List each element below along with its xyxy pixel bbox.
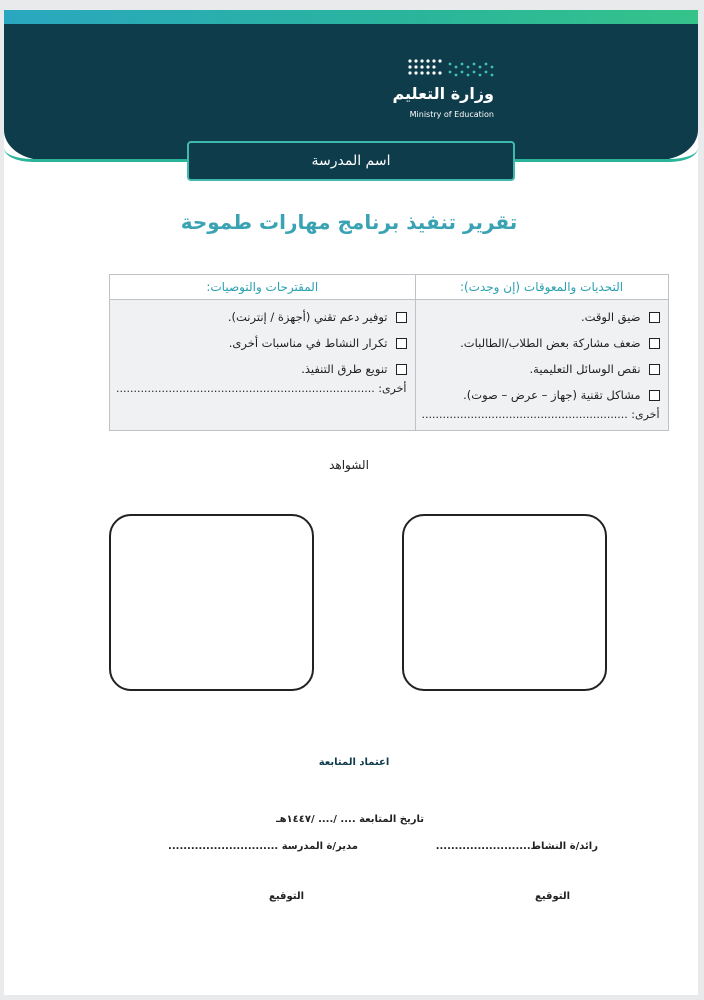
challenges-cell (415, 300, 668, 431)
checkbox-label: تكرار النشاط في مناسبات أخرى. (228, 336, 388, 350)
checkbox-label: مشاكل تقنية (جهاز – عرض – صوت). (463, 388, 641, 402)
follow-up-date: تاريخ المتابعة .... /.... /١٤٤٧هـ (276, 814, 424, 825)
challenges-header: التحديات والمعوقات (إن وجدت): (415, 275, 668, 300)
checkbox-label: ضعف مشاركة بعض الطلاب/الطالبات. (460, 336, 641, 350)
document-page (4, 10, 698, 995)
ministry-name-english: Ministry of Education (409, 110, 494, 119)
signature-label-right: التوقيع (535, 891, 570, 902)
suggestions-cell (110, 300, 416, 431)
ministry-logo-dots-icon (406, 56, 496, 82)
evidence-box-right[interactable] (402, 514, 607, 691)
checkbox-row[interactable] (422, 304, 660, 330)
checkbox-row[interactable] (116, 356, 407, 382)
school-name-label: اسم المدرسة (311, 153, 391, 169)
header-banner (4, 10, 698, 160)
checkbox-row[interactable] (116, 304, 407, 330)
school-principal-line: مدير/ة المدرسة ............................. (168, 841, 358, 852)
checkbox[interactable] (396, 364, 407, 375)
report-title: تقرير تنفيذ برنامج مهارات طموحة (180, 210, 518, 234)
checkbox[interactable] (649, 338, 660, 349)
signature-label-left: التوقيع (269, 891, 304, 902)
checkbox-row[interactable] (116, 330, 407, 356)
checkbox[interactable] (649, 364, 660, 375)
suggestions-other-field[interactable]: أخرى: .......................................................................... (116, 382, 407, 395)
checkbox-label: توفير دعم تقني (أجهزة / إنترنت). (227, 310, 388, 324)
suggestions-header: المقترحات والتوصيات: (110, 275, 416, 300)
approval-title: اعتماد المتابعة (318, 757, 390, 768)
checkbox[interactable] (649, 312, 660, 323)
activity-leader-line: رائد/ة النشاط......................... (435, 841, 598, 852)
checkbox-label: تنويع طرق التنفيذ. (301, 362, 388, 376)
ministry-logo (392, 56, 500, 126)
checkbox[interactable] (396, 312, 407, 323)
checkbox-row[interactable] (422, 330, 660, 356)
evidence-box-left[interactable] (109, 514, 314, 691)
checkbox-label: ضيق الوقت. (580, 310, 641, 324)
checkbox-label: نقص الوسائل التعليمية. (529, 362, 641, 376)
ministry-name-arabic: وزارة التعليم (392, 84, 494, 103)
checkbox[interactable] (649, 390, 660, 401)
checkbox-row[interactable] (422, 382, 660, 408)
checkbox[interactable] (396, 338, 407, 349)
school-name-box[interactable] (187, 141, 515, 181)
header-gradient-stripe (4, 10, 698, 24)
checkbox-row[interactable] (422, 356, 660, 382)
challenges-suggestions-table (109, 274, 669, 431)
evidence-label: الشواهد (329, 458, 369, 472)
challenges-other-field[interactable]: أخرى: ........................................................... (421, 408, 660, 421)
